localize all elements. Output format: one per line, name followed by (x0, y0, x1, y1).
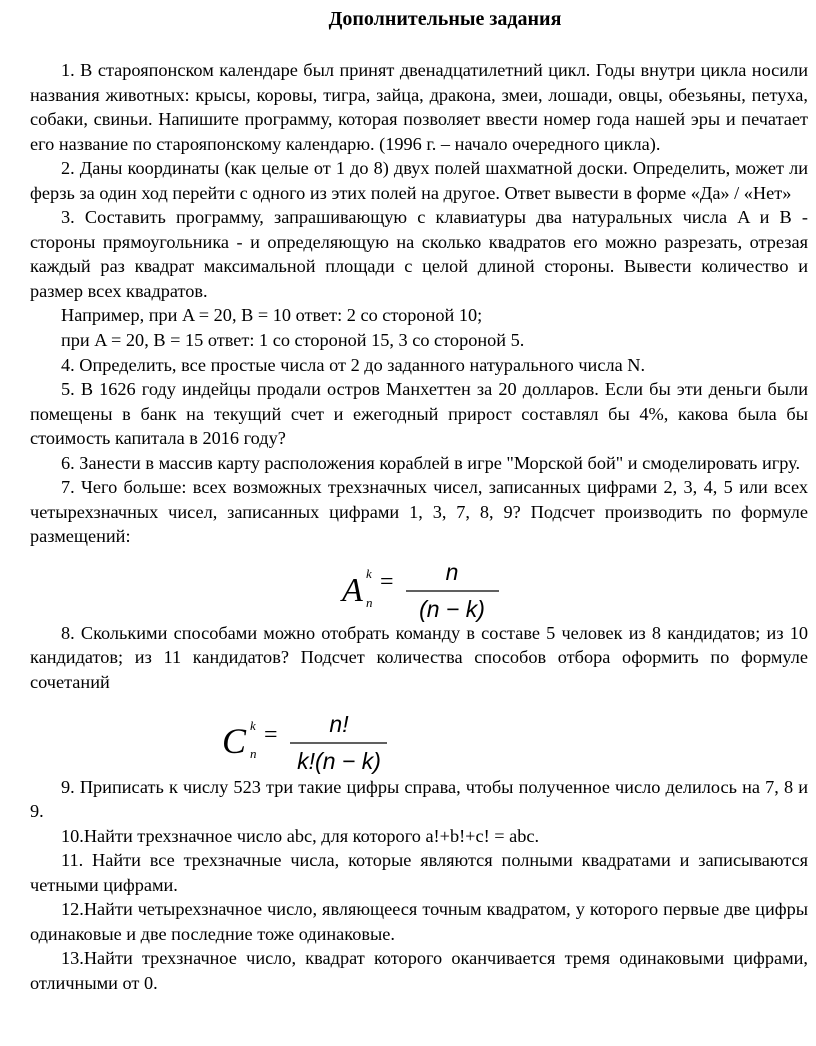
formula-a-numerator: n (445, 558, 459, 585)
task-1: 1. В старояпонском календаре был принят двенадцатилетний цикл. Годы внутри цикла носили названия животных: крысы, коровы, тигра, зайца, дракона, змеи, лошади, овцы, обезьяны, петуха, собаки, свиньи. Напишите программу, которая позволяет ввести номер года нашей эры и печатает его название по старояпонскому календарю. (1996 г. – начало очередного цикла). (30, 60, 808, 154)
formula-a-subscript: n (366, 594, 373, 610)
task-8: 8. Сколькими способами можно отобрать команду в составе 5 человек из 8 кандидатов; из 10 кандидатов; из 11 кандидатов? Подсчет количества способов отбора оформить по формуле сочетаний (30, 622, 808, 693)
formula-arrangements-svg (335, 549, 515, 621)
task-10: 10.Найти трехзначное число abc, для которого a!+b!+c! = abc. (61, 825, 540, 846)
page-title: Дополнительные задания (328, 8, 562, 30)
task-6: 6. Занести в массив карту расположения кораблей в игре "Морской бой" и смоделировать игру. (61, 452, 801, 473)
formula-arrangements (30, 549, 808, 621)
formula-combinations-svg (215, 697, 415, 777)
task-3-example-1: Например, при A = 20, B = 10 ответ: 2 со стороной 10; (61, 305, 483, 326)
formula-c-equals: = (264, 721, 278, 748)
task-11: 11. Найти все трехзначные числа, которые являются полными квадратами и записываются четными цифрами. (30, 850, 808, 895)
task-9: 9. Приписать к числу 523 три такие цифры справа, чтобы полученное число делилось на 7, 8 и 9. (30, 776, 808, 822)
formula-a-equals: = (380, 568, 394, 595)
formula-a-symbol: A (342, 571, 363, 609)
task-12: 12.Найти четырехзначное число, являющееся точным квадратом, у которого первые две цифры одинаковые и две последние тоже одинаковые. (30, 899, 808, 944)
formula-c-denominator: k!(n − k) (297, 747, 381, 774)
formula-c-numerator: n! (329, 710, 349, 737)
formula-c-superscript: k (250, 717, 256, 733)
formula-a-denominator: (n − k) (419, 595, 485, 622)
task-7: 7. Чего больше: всех возможных трехзначных чисел, записанных цифрами 2, 3, 4, 5 или всех четырехзначных чисел, записанных цифрами 1, 3, 7, 8, 9? Подсчет производить по формуле размещений: (30, 477, 808, 547)
task-3: 3. Составить программу, запрашивающую с клавиатуры два натуральных числа A и B - стороны прямоугольника - и определяющую на сколько квадратов его можно разрезать, отрезая каждый раз квадрат максимальной площади с целой длиной стороны. Вывести количество и размер всех квадратов. (30, 207, 808, 301)
task-4: 4. Определить, все простые числа от 2 до заданного натурального числа N. (61, 354, 646, 375)
document-body (30, 58, 808, 996)
formula-combinations (30, 695, 808, 775)
task-13: 13.Найти трехзначное число, квадрат которого оканчивается тремя одинаковыми цифрами, отличными от 0. (30, 948, 808, 993)
task-3-example-2: при A = 20, B = 15 ответ: 1 со стороной 15, 3 со стороной 5. (61, 330, 525, 351)
formula-c-subscript: n (250, 745, 257, 761)
formula-a-superscript: k (366, 565, 372, 581)
formula-c-symbol: C (222, 720, 247, 761)
task-5: 5. В 1626 году индейцы продали остров Манхеттен за 20 долларов. Если бы эти деньги были помещены в банк на текущий счет и ежегодный прирост составлял бы 4%, какова была бы стоимость капитала в 2016 году? (30, 379, 808, 449)
task-2: 2. Даны координаты (как целые от 1 до 8) двух полей шахматной доски. Определить, может ли ферзь за один ход перейти с одного из этих полей на другое. Ответ вывести в форме «Да» / «Нет» (30, 158, 808, 203)
